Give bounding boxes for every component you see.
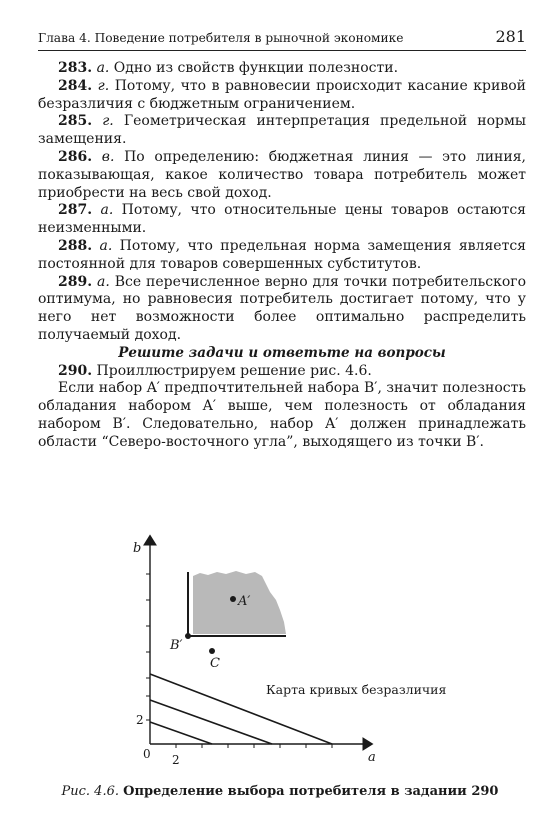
origin-label: 0 [143,747,151,761]
answer-letter: в. [101,148,115,165]
answer-number: 289. [58,273,93,290]
answer-number: 288. [58,237,93,254]
caption-prefix: Рис. 4.6. [61,784,119,799]
answer-283 [38,60,526,78]
answer-text: Геометрическая интерпретация предельной нормы замещения. [38,113,526,148]
point-b-label: B′ [170,638,183,653]
point-c-label: C [210,656,220,671]
point-c-marker [209,648,215,654]
answer-text: Потому, что относительные цены товаров остаются неизменными. [38,202,526,237]
chapter-title: Глава 4. Поведение потребителя в рыночной экономике [38,31,404,45]
point-b-marker [185,633,191,639]
answer-287 [38,202,526,238]
problem-290-body: Если набор A′ предпочтительней набора B′, значит полезность обладания набором A′ выше, чем полезность от обладания набором B′. Следовательно, набор A′ должен принадлежать области “Северо-восточного угла”, выходящего из точки B′. [38,380,526,450]
answer-288 [38,238,526,274]
answer-text: Все перечисленное верно для точки потребительского оптимума, но равновесия потребитель достигает потому, что у него нет возможности более оптимально распределить получаемый доход. [38,273,527,343]
answer-text: По определению: бюджетная линия — это линия, показывающая, какое количество товара потребитель может приобрести на весь свой доход. [38,148,526,201]
y-tick-label: 2 [136,713,144,727]
answer-letter: а. [100,202,114,219]
answer-letter: г. [97,77,110,94]
x-axis-label: a [368,750,376,765]
answer-letter: г. [102,113,114,130]
running-header [38,28,526,51]
problem-number: 290. [58,362,93,379]
answer-number: 287. [58,202,93,219]
answer-letter: а. [99,237,113,254]
answer-289 [38,274,526,345]
figure-diagram [120,530,480,770]
answer-text: Одно из свойств функции полезности. [109,60,399,76]
point-a-label: A′ [238,594,251,609]
answer-284 [38,78,526,114]
point-a-marker [230,596,236,602]
section-heading: Решите задачи и ответьте на вопросы [118,344,446,361]
x-tick-label: 2 [172,753,180,767]
problem-290-intro [38,363,526,381]
figure-caption [0,784,560,799]
answer-286 [38,149,526,202]
answer-285 [38,113,526,149]
caption-title: Определение выбора потребителя в задании 290 [123,784,499,799]
text-body [38,60,526,452]
answer-letter: а. [97,273,110,290]
answer-text: Потому, что в равновесии происходит касание кривой безразличия с бюджетным ограничением. [38,77,526,112]
answer-number: 286. [58,148,93,165]
answer-letter: а. [96,60,110,76]
indifference-line-1 [150,722,212,744]
answer-number: 283. [58,60,93,76]
indifference-line-2 [150,700,272,744]
answer-number: 285. [58,113,93,130]
y-axis-label: b [133,541,142,556]
figure-4-6 [120,530,480,770]
answer-number: 284. [58,77,93,94]
indifference-map-label: Карта кривых безразличия [266,682,447,697]
problem-intro-text: Проиллюстрируем решение рис. 4.6. [92,362,372,379]
page-number: 281 [495,27,526,46]
answer-text: Потому, что предельная норма замещения является постоянной для товаров совершенных субститутов. [38,237,526,272]
